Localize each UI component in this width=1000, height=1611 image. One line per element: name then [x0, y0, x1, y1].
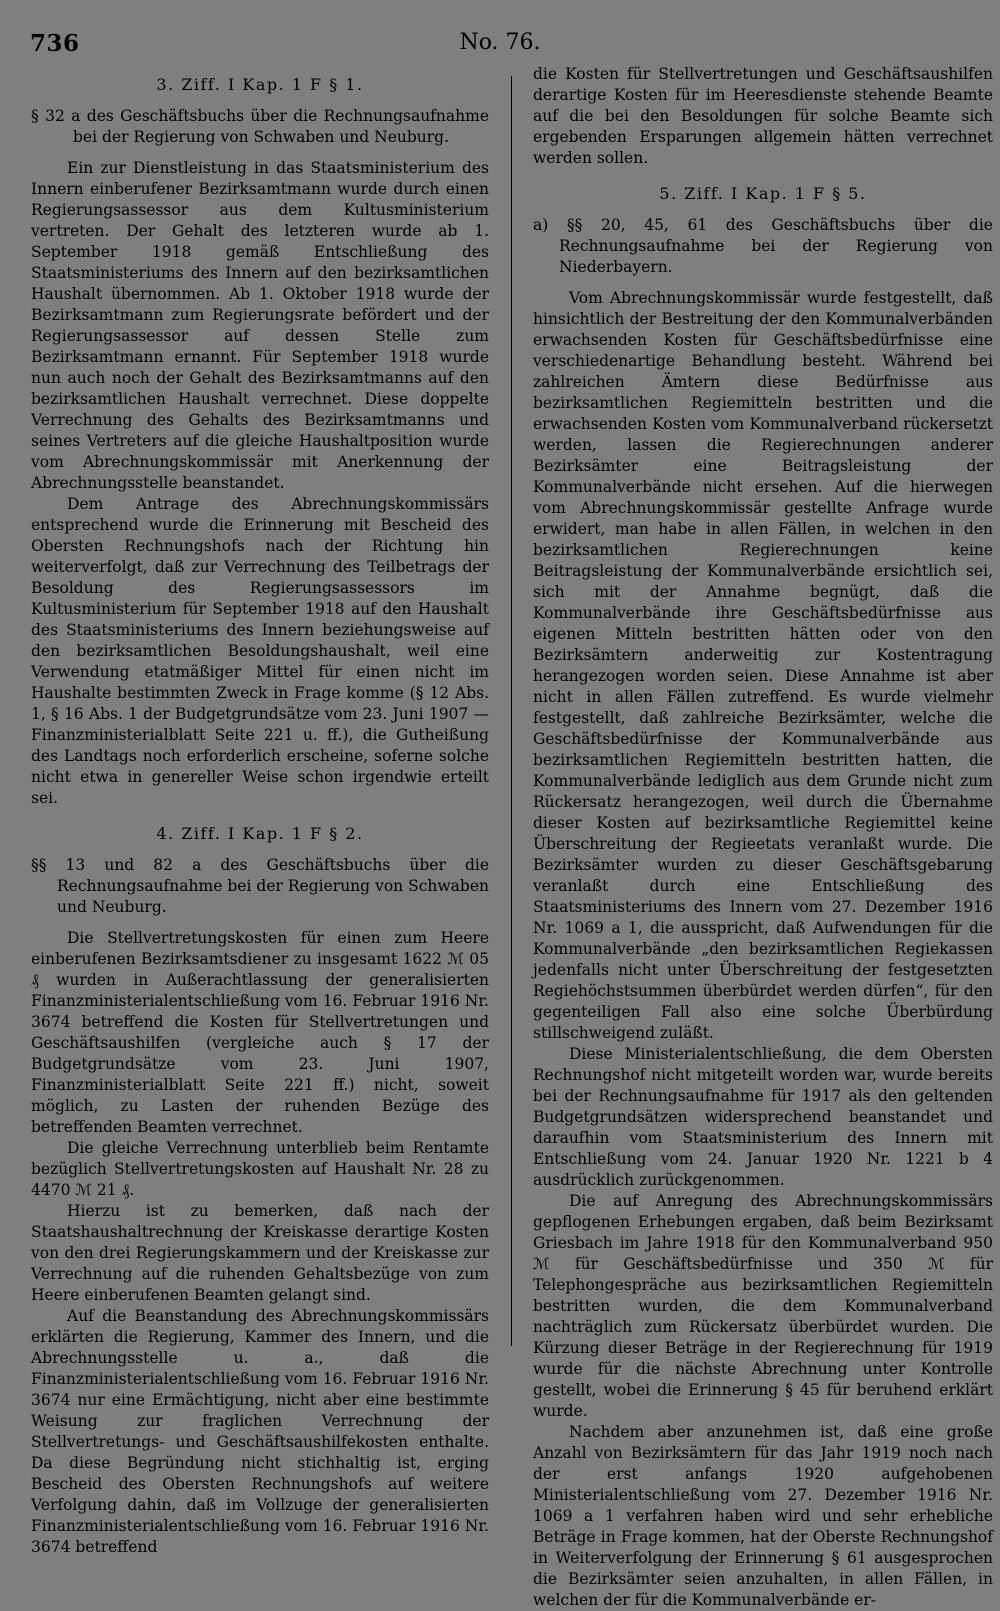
- page-number: 736: [30, 30, 80, 57]
- section-subject: §§ 13 und 82 a des Geschäftsbuchs über die Rechnungsaufnahme bei der Regierung von Schwaben und Neuburg.: [31, 856, 489, 916]
- paragraph-continuation: die Kosten für Stellvertretungen und Geschäftsaushilfen derartige Kosten für im Heeresdienste stehende Beamte auf die bei den Besoldungen für solche Beamte sich ergebenden Ersparungen allgemein hätten verrechnet werden sollen.: [533, 65, 993, 167]
- section-heading: 5. Ziff. I Kap. 1 F § 5.: [659, 184, 867, 203]
- right-column: [533, 64, 993, 1609]
- left-column: [31, 64, 489, 1556]
- section-heading: 4. Ziff. I Kap. 1 F § 2.: [156, 824, 364, 843]
- section-heading: 3. Ziff. I Kap. 1 F § 1.: [156, 75, 364, 94]
- paragraph: Die Stellvertretungskosten für einen zum Heere einberufenen Bezirksamtsdiener zu insgesamt 1622 ℳ 05 ₰ wurden in Außerachtlassung der generalisierten Finanzministerialentschließung vom 16. Februar 1916 Nr. 3674 betreffend die Kosten für Stellvertretungen und Geschäftsaushilfen (vergleiche auch § 17 der Budgetgrundsätze vom 23. Juni 1907, Finanzministerialblatt Seite 221 ff.) nicht, soweit möglich, zu Lasten der ruhenden Bezüge des betreffenden Beamten verrechnet.: [31, 929, 489, 1136]
- paragraph: Dem Antrage des Abrechnungskommissärs entsprechend wurde die Erinnerung mit Bescheid des Obersten Rechnungshofs nach der Richtung hin weiterverfolgt, daß zur Verrechnung des Teilbetrags der Besoldung des Regierungsassessors im Kultusministerium für September 1918 auf den Haushalt des Staatsministeriums des Innern beziehungsweise auf den bezirksamtlichen Besoldungshaushalt, weil eine Verwendung etatmäßiger Mittel für einen nicht im Haushalte bestimmten Zweck in Frage komme (§ 12 Abs. 1, § 16 Abs. 1 der Budgetgrundsätze vom 23. Juni 1907 — Finanzministerialblatt Seite 221 u. ff.), die Gutheißung des Landtags noch erforderlich erscheine, soferne solche nicht etwa in genereller Weise schon irgendwie erteilt sei.: [31, 495, 489, 807]
- paragraph: Die auf Anregung des Abrechnungskommissärs gepflogenen Erhebungen ergaben, daß beim Bezirksamt Griesbach im Jahre 1918 für den Kommunalverband 950 ℳ für Geschäftsbedürfnisse und 350 ℳ für Telephongespräche aus bezirksamtlichen Regiemitteln bestritten wurden, die dem Kommunalverband nachträglich zum Rückersatz überbürdet wurden. Die Kürzung dieser Beträge in der Regierechnung für 1919 wurde für die nächste Abrechnung unter Kontrolle gestellt, wobei die Erinnerung § 45 für beruhend erklärt wurde.: [533, 1192, 993, 1420]
- paragraph: Hierzu ist zu bemerken, daß nach der Staatshaushaltrechnung der Kreiskasse derartige Kosten von den drei Regierungskammern und der Kreiskasse zur Verrechnung auf die ruhenden Gehaltsbezüge von zum Heere einberufenen Beamten gelangt sind.: [31, 1202, 489, 1304]
- paragraph: Vom Abrechnungskommissär wurde festgestellt, daß hinsichtlich der Bestreitung der den Kommunalverbänden erwachsenden Kosten für Geschäftsbedürfnisse eine verschiedenartige Behandlung besteht. Während bei zahlreichen Ämtern diese Bedürfnisse aus bezirksamtlichen Regiemitteln bestritten und die erwachsenden Kosten vom Kommunalverband rückersetzt werden, lassen die Regierechnungen anderer Bezirksämter eine Beitragsleistung der Kommunalverbände nicht ersehen. Auf die hierwegen vom Abrechnungskommissär gestellte Anfrage wurde erwidert, man habe in allen Fällen, in welchen in den bezirksamtlichen Regierechnungen keine Beitragsleistung der Kommunalverbände ersichtlich sei, sich mit der Annahme begnügt, daß die Kommunalverbände ihre Geschäftsbedürfnisse aus eigenen Mitteln bestritten hätten oder von den Bezirksämtern anderweitig zur Kostentragung herangezogen worden seien. Diese Annahme ist aber nicht in allen Fällen zutreffend. Es wurde vielmehr festgestellt, daß zahlreiche Bezirksämter, welche die Geschäftsbedürfnisse der Kommunalverbände aus bezirksamtlichen Regiemitteln bestritten hatten, die Kommunalverbände lediglich aus dem Grunde nicht zum Rückersatz herangezogen, weil durch die Übernahme dieser Kosten auf bezirksamtliche Regiemittel keine Überschreitung der Regieetats veranlaßt wurde. Die Bezirksämter wurden zu dieser Geschäftsgebarung veranlaßt durch eine Entschließung des Staatsministeriums des Innern vom 27. Dezember 1916 Nr. 1069 a 1, die ausspricht, daß Aufwendungen für die Kommunalverbände „den bezirksamtlichen Regiekassen jedenfalls nicht unter Überschreitung der festgesetzten Regiehöchstsummen überbürdet werden dürfen“, für den gegenteiligen Fall also eine solche Überbürdung stillschweigend zuläßt.: [533, 289, 993, 1042]
- paragraph: Auf die Beanstandung des Abrechnungskommissärs erklärten die Regierung, Kammer des Innern, und die Abrechnungsstelle u. a., daß die Finanzministerialentschließung vom 16. Februar 1916 Nr. 3674 nur eine Ermächtigung, nicht aber eine bestimmte Weisung zur fraglichen Verrechnung der Stellvertretungs- und Geschäftsaushilfekosten enthalte. Da diese Begründung nicht stichhaltig ist, erging Bescheid des Obersten Rechnungshofs auf weitere Verfolgung dahin, daß im Vollzuge der generalisierten Finanzministerialentschließung vom 16. Februar 1916 Nr. 3674 betreffend: [31, 1307, 489, 1556]
- issue-number: No. 76.: [459, 30, 541, 55]
- section-subject: a) §§ 20, 45, 61 des Geschäftsbuchs über die Rechnungsaufnahme bei der Regierung von Niederbayern.: [533, 216, 993, 276]
- paragraph: Diese Ministerialentschließung, die dem Obersten Rechnungshof nicht mitgeteilt worden war, wurde bereits bei der Rechnungsaufnahme für 1917 als den geltenden Budgetgrundsätzen widersprechend beanstandet und daraufhin vom Staatsministerium des Innern mit Entschließung vom 24. Januar 1920 Nr. 1221 b 4 ausdrücklich zurückgenommen.: [533, 1045, 993, 1189]
- paragraph: Die gleiche Verrechnung unterblieb beim Rentamte bezüglich Stellvertretungskosten auf Haushalt Nr. 28 zu 4470 ℳ 21 ₰.: [31, 1139, 489, 1199]
- column-divider: [511, 76, 512, 1346]
- page-header: [30, 30, 970, 66]
- paragraph: Ein zur Dienstleistung in das Staatsministerium des Innern einberufener Bezirksamtmann wurde durch einen Regierungsassessor aus dem Kultusministerium vertreten. Der Gehalt des letzteren wurde ab 1. September 1918 gemäß Entschließung des Staatsministeriums des Innern auf den bezirksamtlichen Haushalt übernommen. Ab 1. Oktober 1918 wurde der Bezirksamtmann zum Regierungsrate befördert und der Regierungsassessor auf dessen Stelle zum Bezirksamtmann ernannt. Für September 1918 wurde nun auch noch der Gehalt des Bezirksamtmanns auf den bezirksamtlichen Haushalt verrechnet. Diese doppelte Verrechnung des Gehalts des Bezirksamtmanns und seines Vertreters auf die gleiche Haushaltposition wurde vom Abrechnungskommissär mit Anerkennung der Abrechnungsstelle beanstandet.: [31, 159, 489, 492]
- paragraph: Nachdem aber anzunehmen ist, daß eine große Anzahl von Bezirksämtern für das Jahr 1919 noch nach der erst anfangs 1920 aufgehobenen Ministerialentschließung vom 27. Dezember 1916 Nr. 1069 a 1 verfahren haben wird und sehr erhebliche Beträge in Frage kommen, hat der Oberste Rechnungshof in Weiterverfolgung der Erinnerung § 61 ausgesprochen die Bezirksämter seien anzuhalten, in allen Fällen, in welchen der für die Kommunalverbände er-: [533, 1423, 993, 1609]
- section-subject: § 32 a des Geschäftsbuchs über die Rechnungsaufnahme bei der Regierung von Schwaben und Neuburg.: [31, 107, 489, 146]
